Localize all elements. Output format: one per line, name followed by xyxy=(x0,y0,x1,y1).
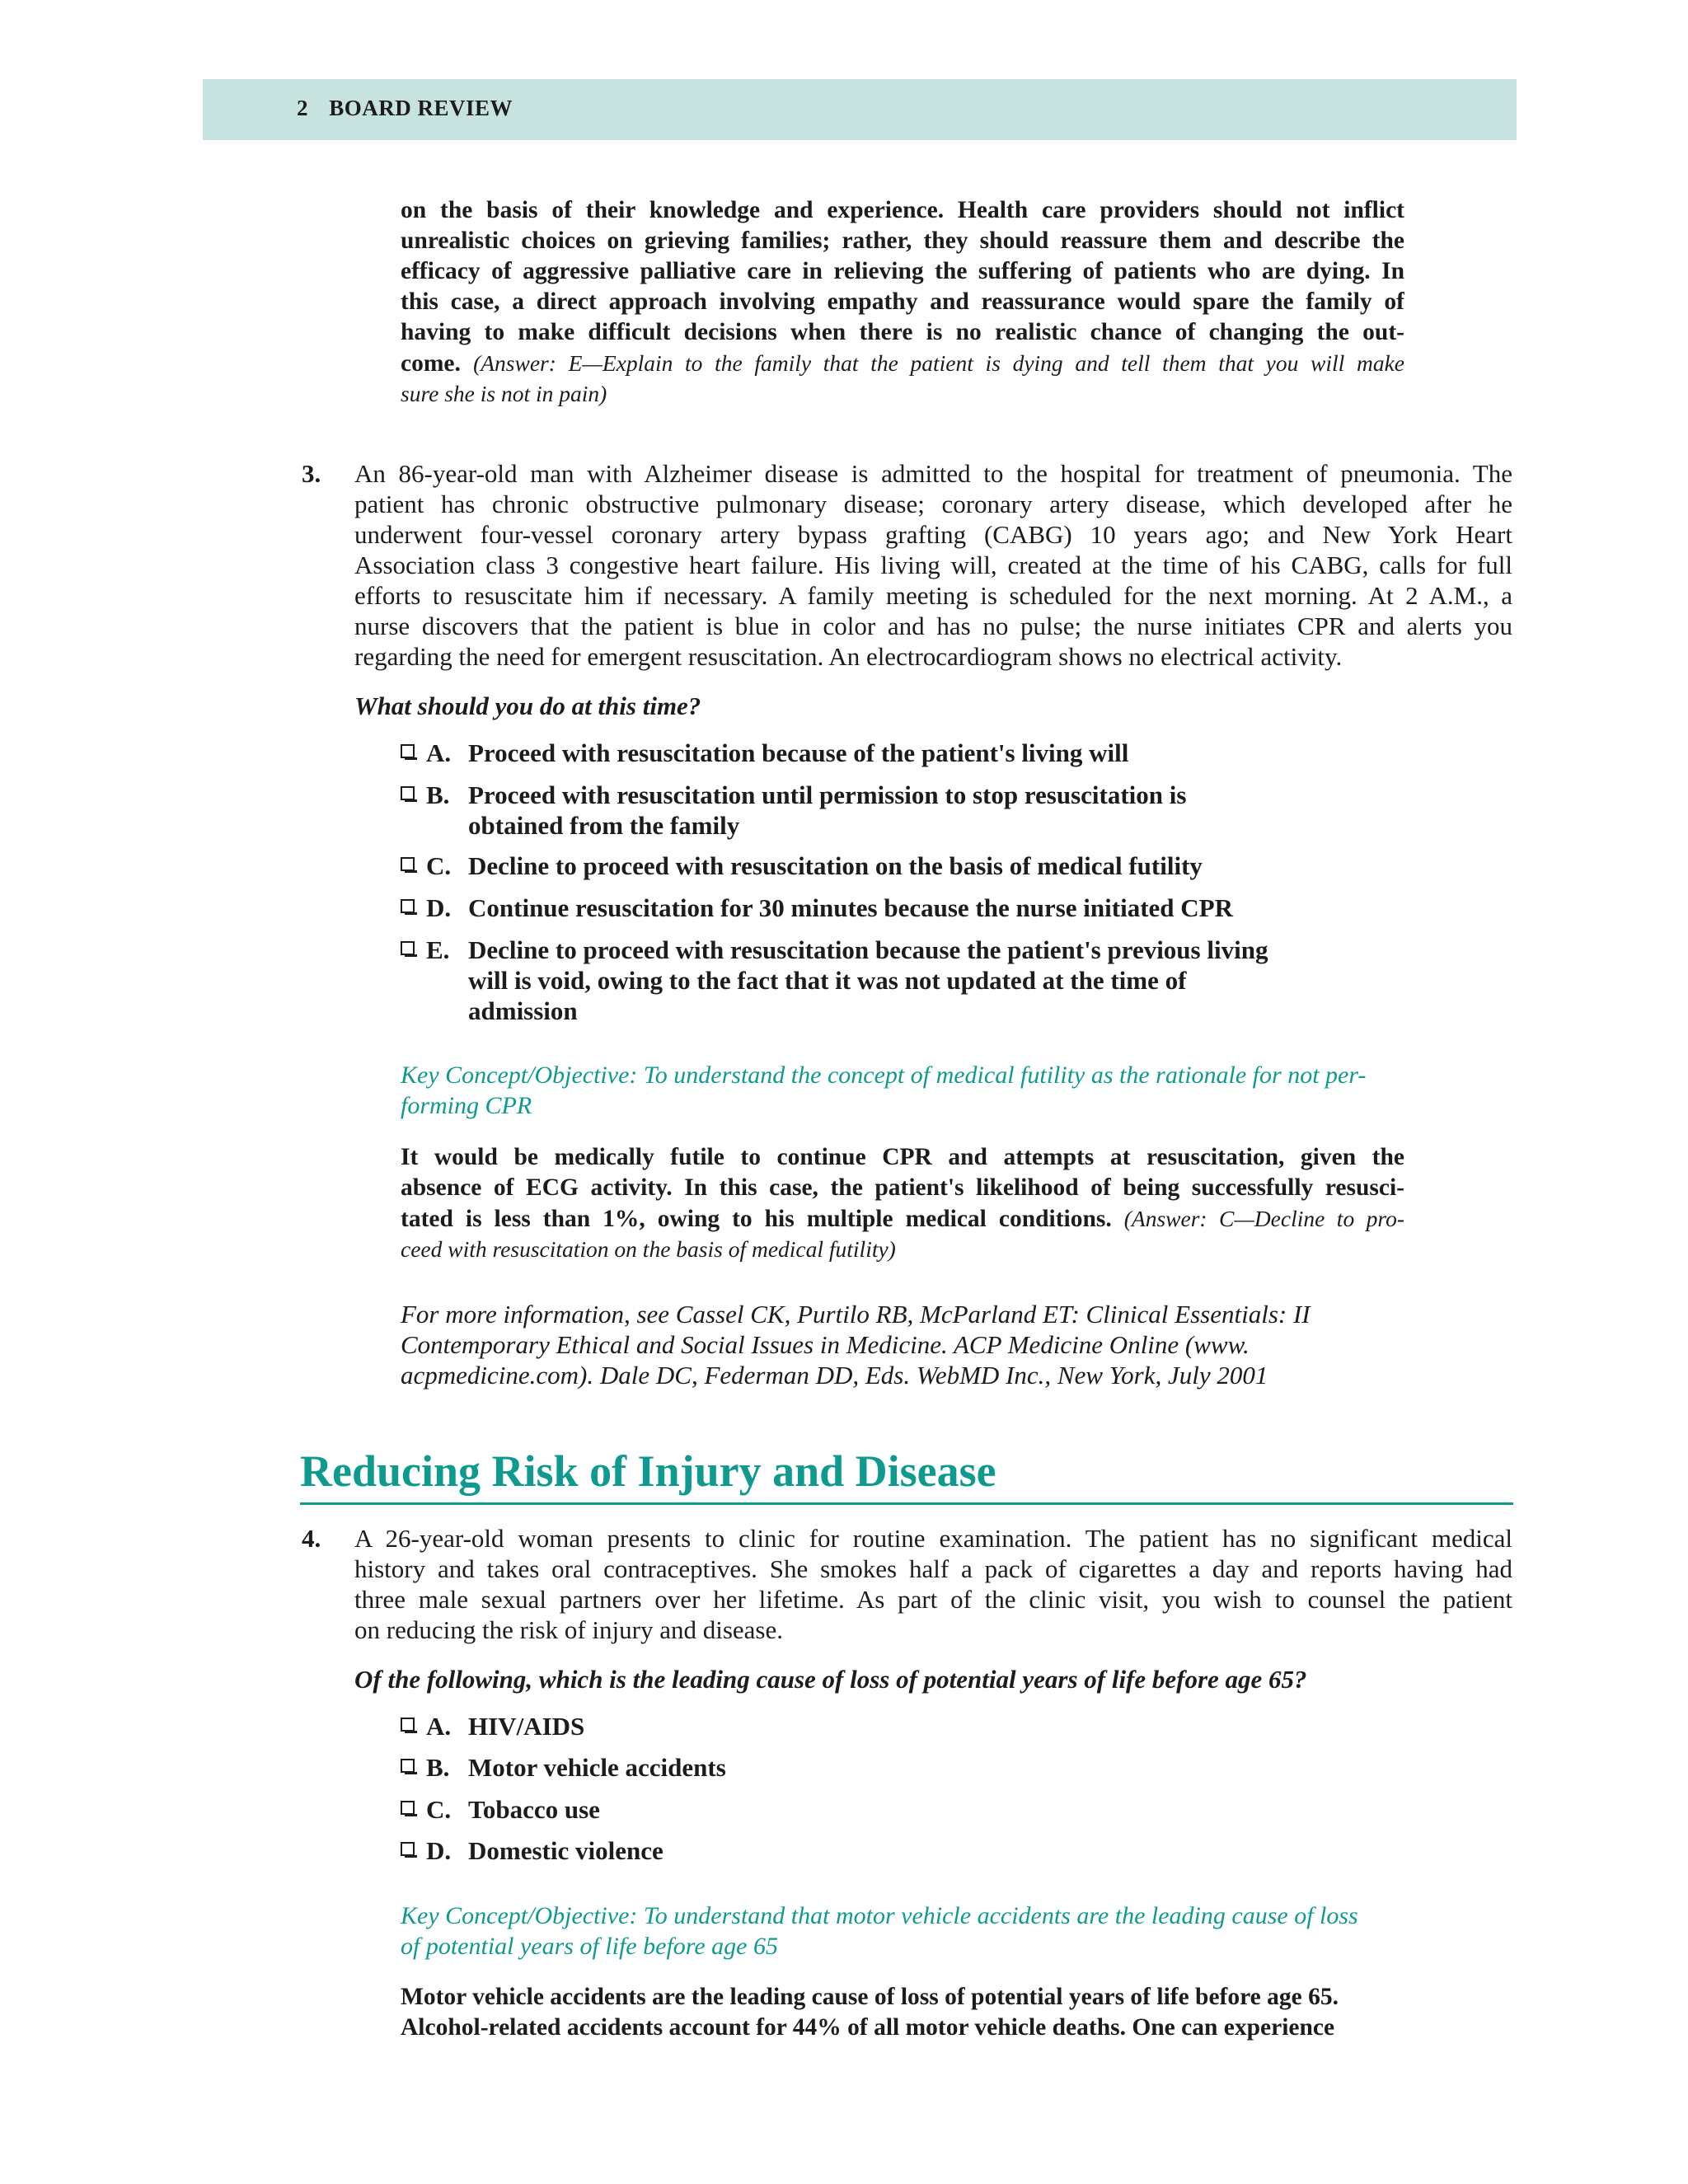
text-line: unrealistic choices on grieving families; rather, they should reassure them and describe the xyxy=(401,227,1404,254)
text-line: underwent four-vessel coronary artery bypass grafting (CABG) 10 years ago; and New York Heart xyxy=(354,520,1512,549)
continued-answer xyxy=(401,195,1404,409)
checkbox-icon[interactable] xyxy=(401,744,415,758)
reference-line: For more information, see Cassel CK, Purtilo RB, McParland ET: Clinical Essentials: II xyxy=(401,1300,1311,1329)
option-text: Tobacco use xyxy=(468,1795,600,1824)
option-text: Proceed with resuscitation until permission to stop resuscitation is xyxy=(468,780,1187,809)
checkbox-icon[interactable] xyxy=(401,899,415,913)
answer-text: (Answer: C—Decline to pro- xyxy=(1123,1206,1404,1231)
text-line: on the basis of their knowledge and experience. Health care providers should not inflict xyxy=(401,197,1404,223)
text-line: absence of ECG activity. In this case, the patient's likelihood of being successfully resusci- xyxy=(401,1174,1404,1201)
option-letter: C. xyxy=(426,1795,452,1824)
checkbox-icon[interactable] xyxy=(401,1842,415,1856)
answer-text: ceed with resuscitation on the basis of medical futility) xyxy=(401,1236,896,1262)
text-line: efforts to resuscitate him if necessary. A family meeting is scheduled for the next morning. At 2 A.M., a xyxy=(354,581,1512,610)
text-line: nurse discovers that the patient is blue in color and has no pulse; the nurse initiates CPR and alerts you xyxy=(354,612,1512,640)
text-line: three male sexual partners over her lifetime. As part of the clinic visit, you wish to counsel the patient xyxy=(354,1585,1512,1614)
option-text: obtained from the family xyxy=(468,811,740,840)
text-line: Motor vehicle accidents are the leading cause of loss of potential years of life before age 65. xyxy=(401,1984,1339,2010)
text-line: A 26-year-old woman presents to clinic for routine examination. The patient has no significant medical xyxy=(354,1524,1512,1553)
reference-line: acpmedicine.com). Dale DC, Federman DD, Eds. WebMD Inc., New York, July 2001 xyxy=(401,1361,1268,1390)
option-text: Decline to proceed with resuscitation because the patient's previous living xyxy=(468,935,1268,964)
option-text: Motor vehicle accidents xyxy=(468,1753,726,1782)
text-line: on reducing the risk of injury and disease. xyxy=(354,1615,783,1644)
option-letter: A. xyxy=(426,1712,452,1741)
option-letter: D. xyxy=(426,1836,452,1865)
checkbox-icon[interactable] xyxy=(401,786,415,800)
option-text: Continue resuscitation for 30 minutes because the nurse initiated CPR xyxy=(468,893,1233,922)
option-text: Decline to proceed with resuscitation on the basis of medical futility xyxy=(468,851,1203,880)
text-line xyxy=(401,1203,1404,1234)
option-letter: E. xyxy=(426,935,450,964)
reference xyxy=(401,1299,1404,1390)
text-line: efficacy of aggressive palliative care in relieving the suffering of patients who are dying. In xyxy=(401,258,1404,284)
key-concept-line: of potential years of life before age 65 xyxy=(401,1933,778,1960)
option-letter: B. xyxy=(426,780,450,809)
page-number: 2 xyxy=(297,96,308,120)
answer-text: (Answer: E—Explain to the family that the patient is dying and tell them that you will make xyxy=(473,350,1404,376)
option-text: admission xyxy=(468,996,578,1025)
key-concept-line: forming CPR xyxy=(401,1092,532,1119)
text-line: Alcohol-related accidents account for 44% of all motor vehicle deaths. One can experience xyxy=(401,2014,1335,2041)
text-line: this case, a direct approach involving empathy and reassurance would spare the family of xyxy=(401,288,1404,315)
text-line: regarding the need for emergent resuscitation. An electrocardiogram shows no electrical activity. xyxy=(354,642,1343,671)
checkbox-icon[interactable] xyxy=(401,1801,415,1815)
explanation xyxy=(401,1142,1404,1264)
text-line: It would be medically futile to continue CPR and attempts at resuscitation, given the xyxy=(401,1144,1404,1170)
section-title: Reducing Risk of Injury and Disease xyxy=(300,1446,996,1496)
option-letter: B. xyxy=(426,1753,450,1782)
text-line xyxy=(401,348,1404,378)
option-letter: C. xyxy=(426,851,452,880)
checkbox-icon[interactable] xyxy=(401,1718,415,1732)
text-line: having to make difficult decisions when there is no realistic chance of changing the out- xyxy=(401,319,1404,345)
answer-text: sure she is not in pain) xyxy=(401,381,607,406)
question-stem: Of the following, which is the leading cause of loss of potential years of life before age 65? xyxy=(354,1665,1307,1694)
text-line: history and takes oral contraceptives. She smokes half a pack of cigarettes a day and reports having had xyxy=(354,1554,1512,1583)
option-letter: D. xyxy=(426,893,452,922)
option-text: will is void, owing to the fact that it was not updated at the time of xyxy=(468,966,1187,995)
checkbox-icon[interactable] xyxy=(401,857,415,871)
question-case xyxy=(354,458,1512,672)
key-concept-line: Key Concept/Objective: To understand that motor vehicle accidents are the leading cause of loss xyxy=(401,1902,1358,1929)
text-line: patient has chronic obstructive pulmonary disease; coronary artery disease, which developed after he xyxy=(354,490,1512,518)
checkbox-icon[interactable] xyxy=(401,1759,415,1773)
checkbox-icon[interactable] xyxy=(401,941,415,955)
bold-fragment: tated is less than 1%, owing to his multiple medical conditions. xyxy=(401,1206,1112,1232)
question-stem: What should you do at this time? xyxy=(354,691,701,720)
section-divider xyxy=(300,1502,1513,1505)
question-number: 3. xyxy=(302,459,321,488)
key-concept xyxy=(401,1060,1410,1121)
key-concept-line: Key Concept/Objective: To understand the concept of medical futility as the rationale for not per- xyxy=(401,1062,1367,1089)
text-line: An 86-year-old man with Alzheimer disease is admitted to the hospital for treatment of pneumonia. The xyxy=(354,459,1512,488)
reference-line: Contemporary Ethical and Social Issues in Medicine. ACP Medicine Online (www. xyxy=(401,1330,1250,1359)
question-number: 4. xyxy=(302,1524,321,1553)
option-letter: A. xyxy=(426,738,452,767)
running-header xyxy=(297,96,513,121)
bold-fragment: come. xyxy=(401,350,461,377)
question-case xyxy=(354,1523,1512,1645)
option-text: Proceed with resuscitation because of the patient's living will xyxy=(468,738,1129,767)
option-text: Domestic violence xyxy=(468,1836,663,1865)
explanation xyxy=(401,1982,1404,2043)
key-concept xyxy=(401,1900,1410,1961)
option-text: HIV/AIDS xyxy=(468,1712,585,1741)
text-line: Association class 3 congestive heart failure. His living will, created at the time of his CABG, calls for full xyxy=(354,551,1512,579)
running-title: BOARD REVIEW xyxy=(329,96,513,120)
